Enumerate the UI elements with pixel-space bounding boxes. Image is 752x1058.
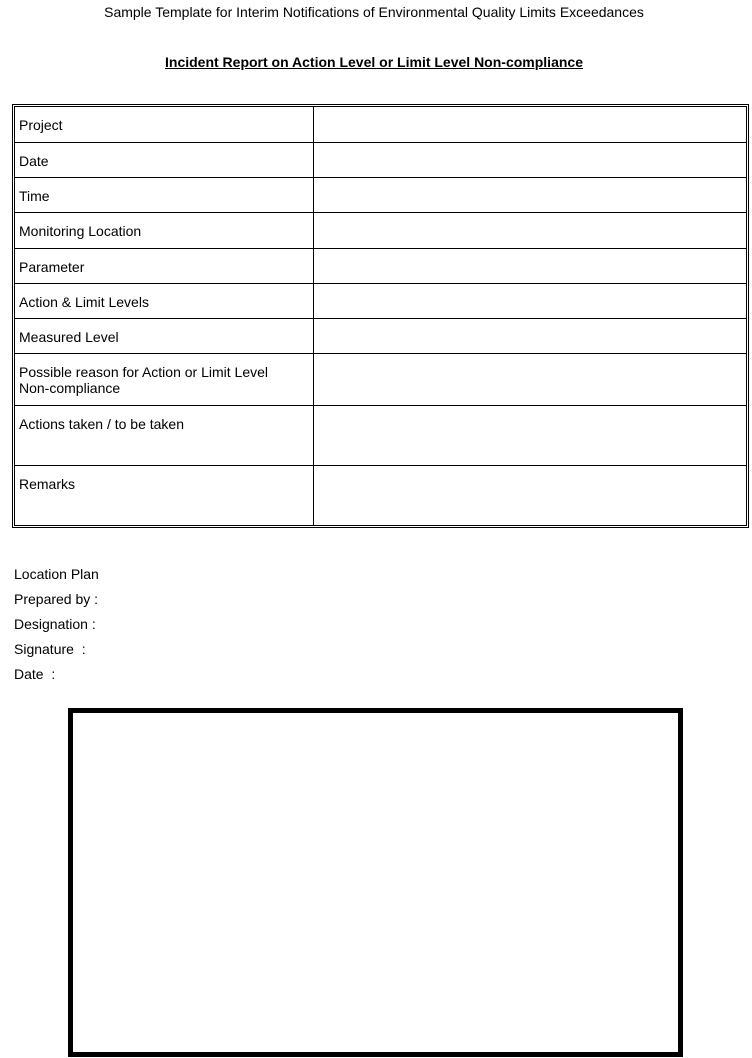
designation-label: Designation : — [14, 616, 96, 632]
row-value-measured-level[interactable] — [314, 319, 746, 354]
table-row — [15, 354, 746, 406]
row-value-monitoring-location[interactable] — [314, 213, 746, 249]
row-label-action-limit-levels: Action & Limit Levels — [15, 284, 314, 319]
location-plan-label: Location Plan — [14, 566, 99, 582]
date-label: Date : — [14, 666, 56, 682]
row-label-project: Project — [15, 107, 314, 143]
table-row — [15, 319, 746, 354]
row-value-time[interactable] — [314, 178, 746, 213]
row-value-remarks[interactable] — [314, 466, 746, 525]
row-value-action-limit-levels[interactable] — [314, 284, 746, 319]
location-plan-box — [68, 708, 683, 1057]
report-heading: Incident Report on Action Level or Limit Level Non-compliance — [165, 54, 583, 70]
table-row — [15, 143, 746, 178]
prepared-by-label: Prepared by : — [14, 591, 99, 607]
row-label-parameter: Parameter — [15, 249, 314, 284]
table-row — [15, 107, 746, 143]
incident-report-table — [12, 104, 749, 528]
table-row — [15, 178, 746, 213]
row-label-possible-reason: Possible reason for Action or Limit Level Non-compliance — [15, 354, 314, 406]
table-row — [15, 213, 746, 249]
row-value-date[interactable] — [314, 143, 746, 178]
row-label-measured-level: Measured Level — [15, 319, 314, 354]
row-label-monitoring-location: Monitoring Location — [15, 213, 314, 249]
signature-label: Signature : — [14, 641, 86, 657]
row-label-remarks: Remarks — [15, 466, 314, 525]
document-title: Sample Template for Interim Notifications of Environmental Quality Limits Exceedances — [104, 4, 644, 20]
table-row — [15, 249, 746, 284]
row-value-parameter[interactable] — [314, 249, 746, 284]
row-label-time: Time — [15, 178, 314, 213]
row-value-project[interactable] — [314, 107, 746, 143]
table-row — [15, 284, 746, 319]
sign-off-section — [14, 562, 99, 687]
row-value-possible-reason[interactable] — [314, 354, 746, 406]
table-row — [15, 406, 746, 466]
row-label-actions-taken: Actions taken / to be taken — [15, 406, 314, 466]
row-label-date: Date — [15, 143, 314, 178]
table-row — [15, 466, 746, 525]
row-value-actions-taken[interactable] — [314, 406, 746, 466]
